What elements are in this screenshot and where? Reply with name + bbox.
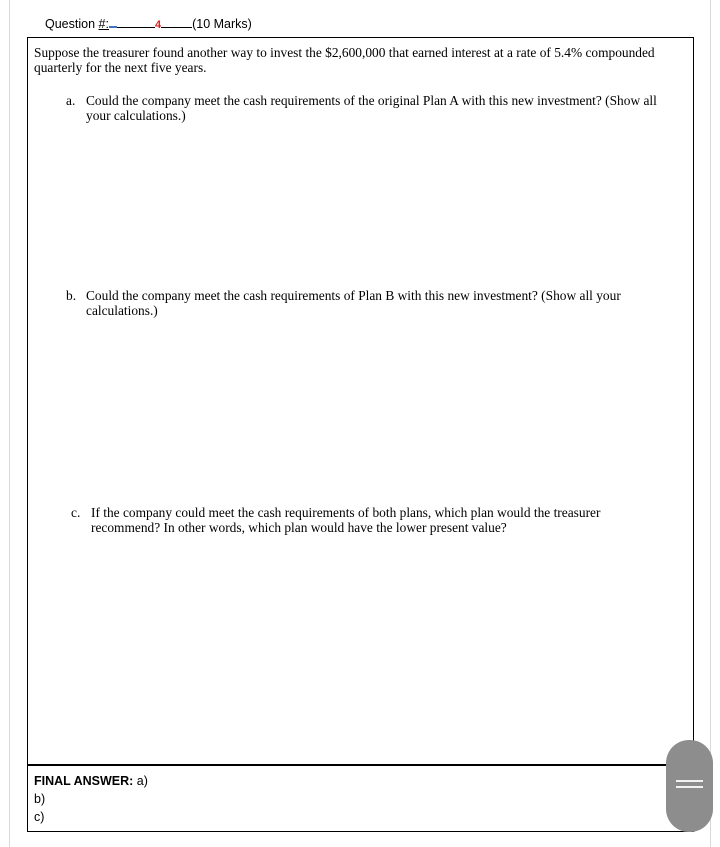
final-answer-a[interactable]: a) [136, 774, 148, 788]
scroll-handle[interactable] [666, 740, 713, 832]
final-answer-b[interactable]: b) [34, 792, 46, 806]
part-a-text: Could the company meet the cash requirements of the original Plan A with this new investment? (Show all your calculations.) [86, 93, 657, 123]
final-answer-label: FINAL ANSWER: [34, 774, 134, 788]
final-answer-section [34, 772, 148, 826]
grip-line-icon [676, 786, 703, 788]
question-number: 4 [154, 19, 162, 31]
part-b-label: b. [66, 288, 77, 303]
question-number-blank-right [161, 14, 192, 28]
final-answer-divider [27, 764, 694, 766]
question-prefix: Question [45, 17, 99, 31]
part-c-text: If the company could meet the cash requirements of both plans, which plan would the treasurer recommend? In other words, which plan would have the lower present value? [91, 505, 601, 535]
question-hash-label: #: [98, 17, 109, 31]
question-intro: Suppose the treasurer found another way to invest the $2,600,000 that earned interest at a rate of 5.4% compounded quarterly for the next five years. [34, 45, 655, 75]
part-b-text: Could the company meet the cash requirements of Plan B with this new investment? (Show all your calculations.) [86, 288, 621, 318]
final-answer-row-a [34, 772, 148, 790]
question-marks: (10 Marks) [192, 17, 252, 31]
question-number-blank-start [109, 13, 117, 28]
question-number-blank-left [117, 14, 155, 28]
question-box [27, 37, 694, 832]
grip-line-icon [676, 780, 703, 782]
part-c-label: c. [71, 505, 81, 520]
question-header [45, 13, 252, 31]
part-a-label: a. [66, 93, 76, 108]
final-answer-c[interactable]: c) [34, 810, 45, 824]
